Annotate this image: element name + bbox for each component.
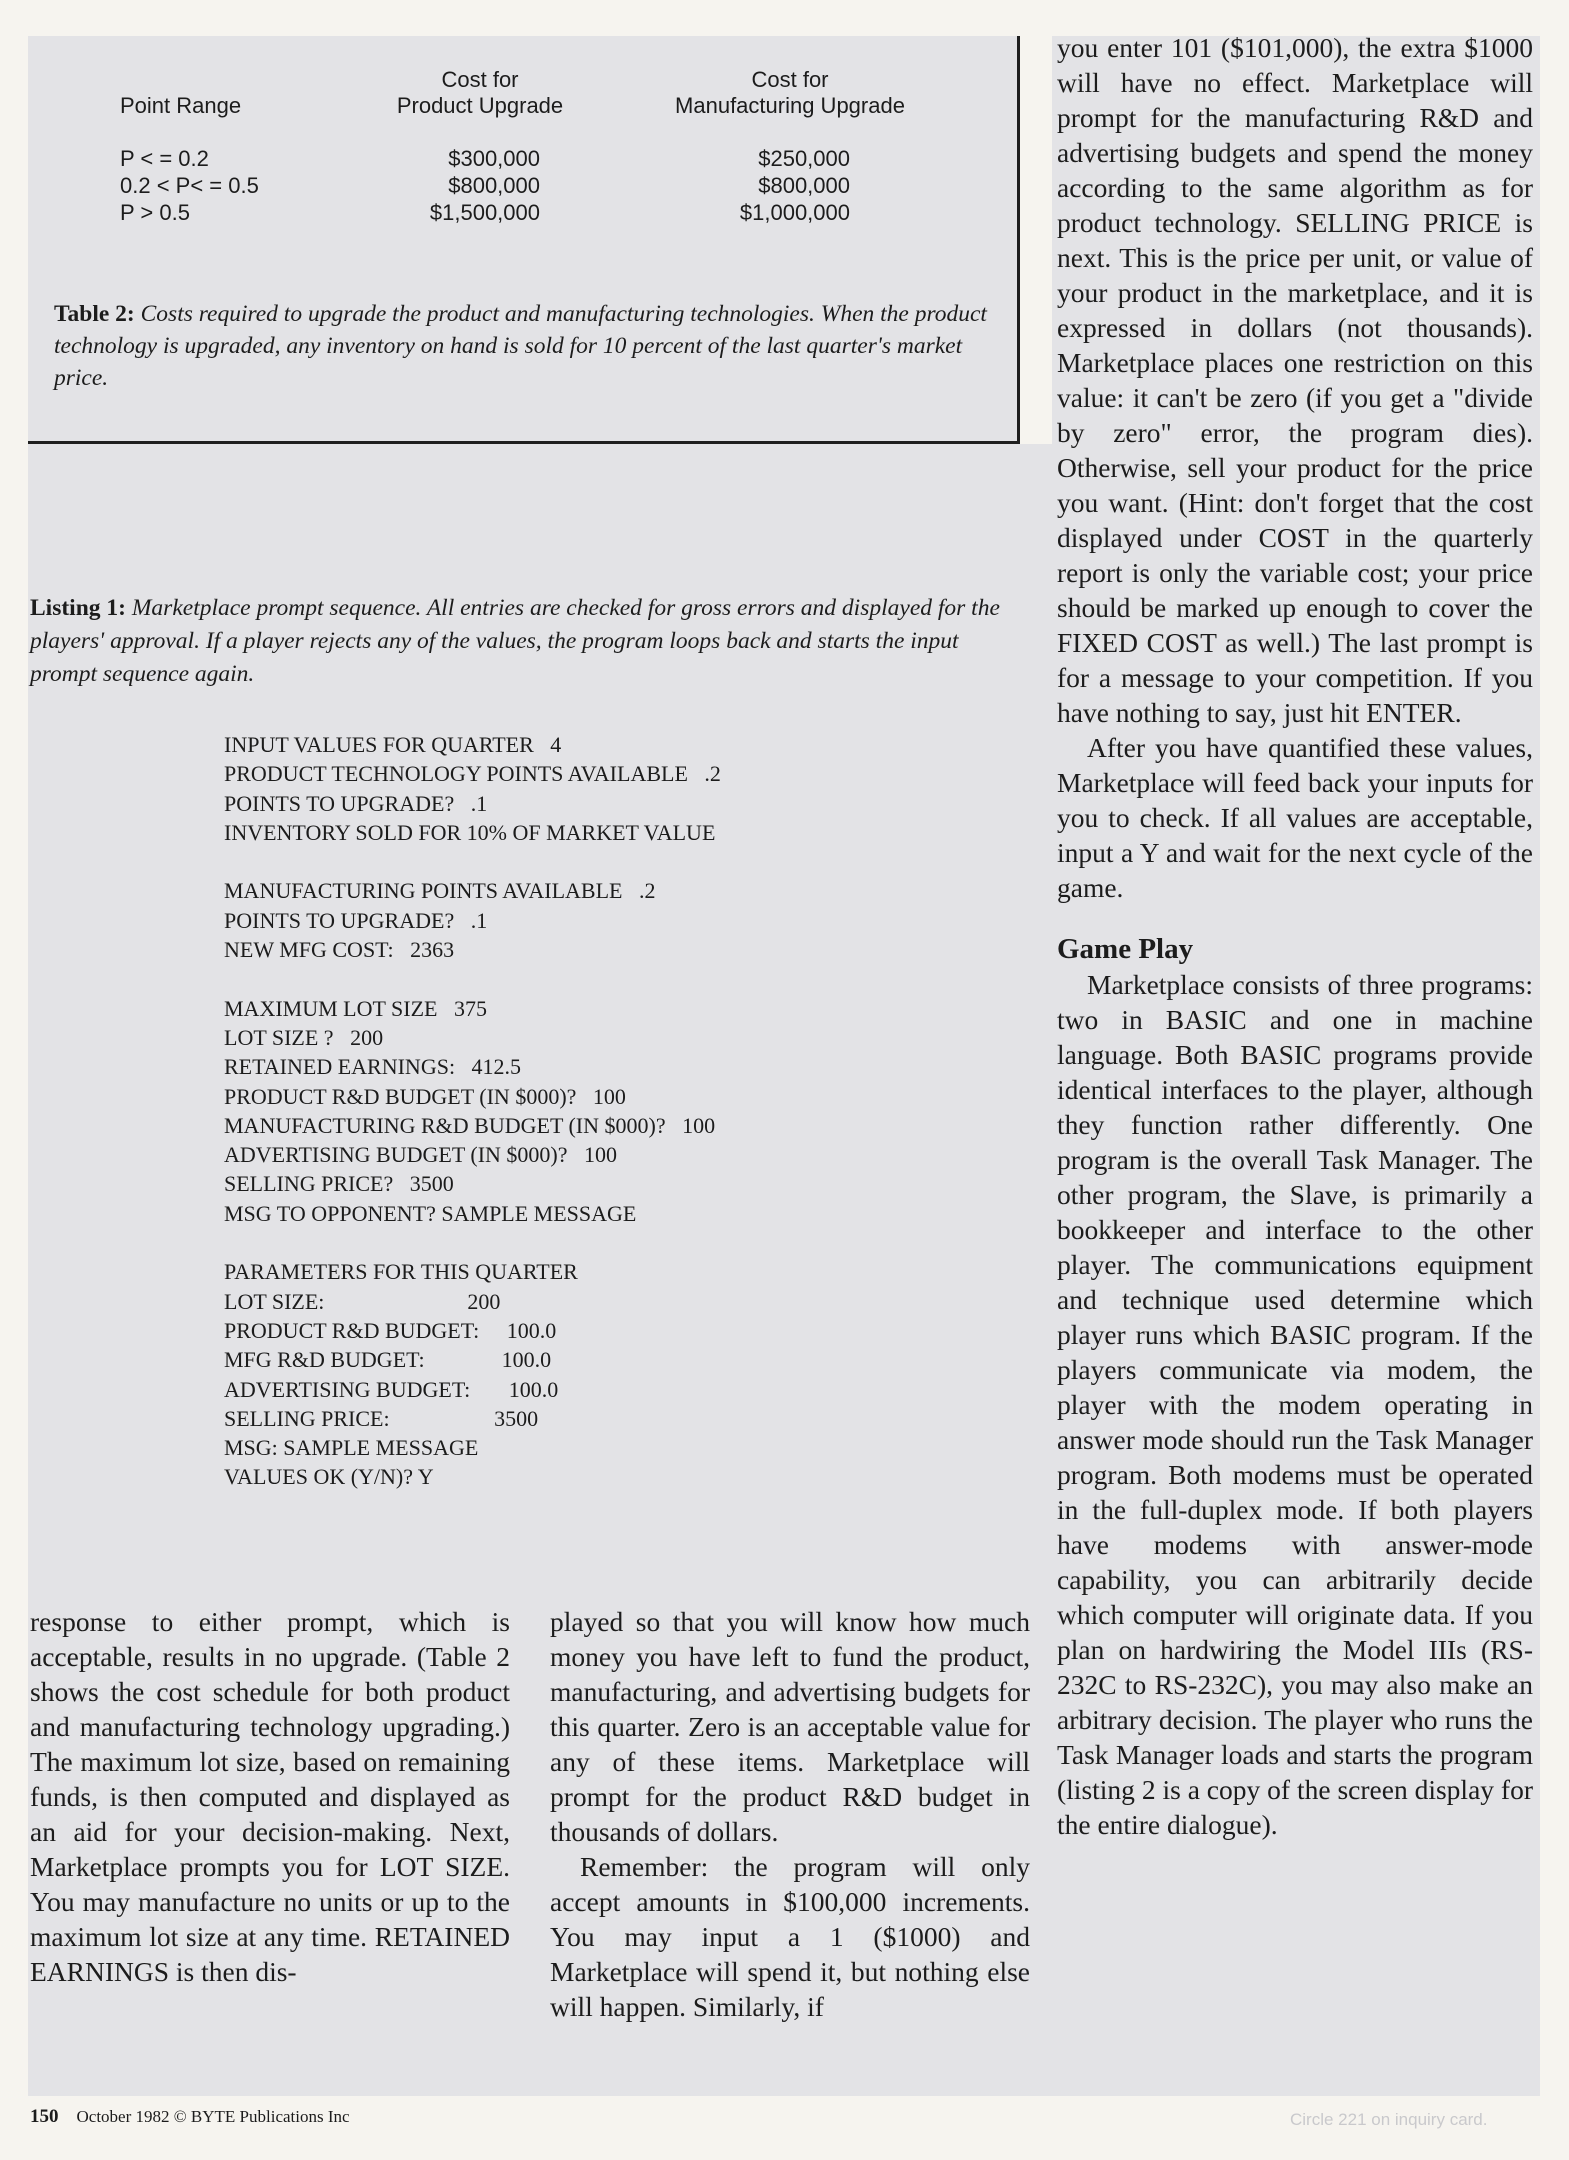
listing-1-caption-label: Listing 1: [30, 595, 126, 621]
header-cost-for-mfg: Cost for [751, 67, 829, 92]
header-cost-for-product: Cost for [441, 67, 519, 92]
row-range: 0.2 < P< = 0.5 [120, 173, 259, 198]
listing-1-caption [30, 592, 1030, 691]
right-column [1057, 30, 1533, 1842]
paragraph: After you have quantified these values, Marketplace will feed back your inputs for you to check. If all values are acceptable, input a Y and wait for the next cycle of the game. [1057, 732, 1533, 903]
listing-1-caption-text: Marketplace prompt sequence. All entries are checked for gross errors and displayed for the players' approval. If a player rejects any of the values, the program loops back and starts the input prompt sequence again. [30, 595, 1000, 687]
row-product-cost: $800,000 [448, 173, 540, 198]
header-mfg-upgrade: Manufacturing Upgrade [675, 93, 905, 118]
row-product-cost: $300,000 [448, 146, 540, 171]
row-mfg-cost: $250,000 [758, 146, 850, 171]
table-2-caption [54, 298, 1004, 394]
listing-1-prompt-sequence: INPUT VALUES FOR QUARTER 4 PRODUCT TECHNOLOGY POINTS AVAILABLE .2 POINTS TO UPGRADE? .1 INVENTORY SOLD FOR 10% OF MARKET VALUE MANUFACTURING POINTS AVAILABLE .2 POINTS TO UPGRADE? .1 NEW MFG COST: 2363 MAXIMUM LOT SIZE 375 LOT SIZE ? 200 RETAINED EARNINGS: 412.5 PRODUCT R&D BUDGET (IN $000)? 100 MANUFACTURING R&D BUDGET (IN $000)? 100 ADVERTISING BUDGET (IN $000)? 100 SELLING PRICE? 3500 MSG TO OPPONENT? SAMPLE MESSAGE PARAMETERS FOR THIS QUARTER LOT SIZE: 200 PRODUCT R&D BUDGET: 100.0 MFG R&D BUDGET: 100.0 ADVERTISING BUDGET: 100.0 SELLING PRICE: 3500 MSG: SAMPLE MESSAGE VALUES OK (Y/N)? Y [224, 732, 721, 1490]
paragraph: Remember: the program will only accept amounts in $100,000 increments. You may input a 1 ($1000) and Marketplace will spend it, but nothing else will happen. Similarly, if [550, 1851, 1030, 2022]
header-point-range: Point Range [120, 93, 242, 118]
header-product-upgrade: Product Upgrade [396, 93, 564, 118]
table-2-caption-text: Costs required to upgrade the product and manufacturing technologies. When the product technology is upgraded, any inventory on hand is sold for 10 percent of the last quarter's market price. [54, 301, 987, 391]
paragraph: Marketplace consists of three programs: two in BASIC and one in machine language. Both BASIC programs provide identical interfaces to the player, although they function rather differently. One program is the overall Task Manager. The other program, the Slave, is primarily a bookkeeper and interface to the other player. The communications equipment and technique used determine which player runs which BASIC program. If the players communicate via modem, the player with the modem operating in answer mode should run the Task Manager program. Both modems must be operated in the full-duplex mode. If both players have modems with answer-mode capability, you can arbitrarily decide which computer will originate data. If you plan on hardwiring the Model IIIs (RS-232C to RS-232C), you may also make an arbitrary decision. The player who runs the Task Manager loads and starts the program (listing 2 is a copy of the screen display for the entire dialogue). [1057, 969, 1533, 1840]
table-2-caption-label: Table 2: [54, 301, 135, 327]
page-number: 150 [30, 2106, 59, 2127]
paragraph: played so that you will know how much money you have left to fund the product, manufacturing, and advertising budgets for this quarter. Zero is an acceptable value for any of these items. Marketplace will prompt for the product R&D budget in thousands of dollars. [550, 1606, 1030, 1847]
row-product-cost: $1,500,000 [429, 200, 540, 225]
page-footer [30, 2106, 350, 2128]
row-mfg-cost: $1,000,000 [739, 200, 850, 225]
footer-credit: October 1982 © BYTE Publications Inc [76, 2107, 350, 2126]
row-mfg-cost: $800,000 [758, 173, 850, 198]
paragraph: you enter 101 ($101,000), the extra $1000 will have no effect. Marketplace will prompt for the manufacturing R&D and advertising budgets and spend the money according to the same algorithm as for product technology. SELLING PRICE is next. This is the price per unit, or value of your product in the marketplace, and it is expressed in dollars (not thousands). Marketplace places one restriction on this value: it can't be zero (if you get a "divide by zero" error, the program dies). Otherwise, sell your product for the price you want. (Hint: don't forget that the cost displayed under COST in the quarterly report is only the variable cost; your price should be marked up enough to cover the FIXED COST as well.) The last prompt is for a message to your competition. If you have nothing to say, just hit ENTER. [1057, 32, 1533, 728]
row-range: P > 0.5 [120, 200, 190, 225]
paragraph: response to either prompt, which is acceptable, results in no upgrade. (Table 2 shows the cost schedule for both product and manufacturing technology upgrading.) The maximum lot size, based on remaining funds, is then computed and displayed as an aid for your decision-making. Next, Marketplace prompts you for LOT SIZE. You may manufacture no units or up to the maximum lot size at any time. RETAINED EARNINGS is then dis- [30, 1606, 510, 1987]
circle-inquiry-note: Circle 221 on inquiry card. [1290, 2110, 1488, 2129]
section-heading-game-play: Game Play [1057, 933, 1194, 965]
row-range: P < = 0.2 [120, 146, 209, 171]
middle-column [550, 1604, 1030, 2024]
left-column [30, 1604, 510, 1989]
